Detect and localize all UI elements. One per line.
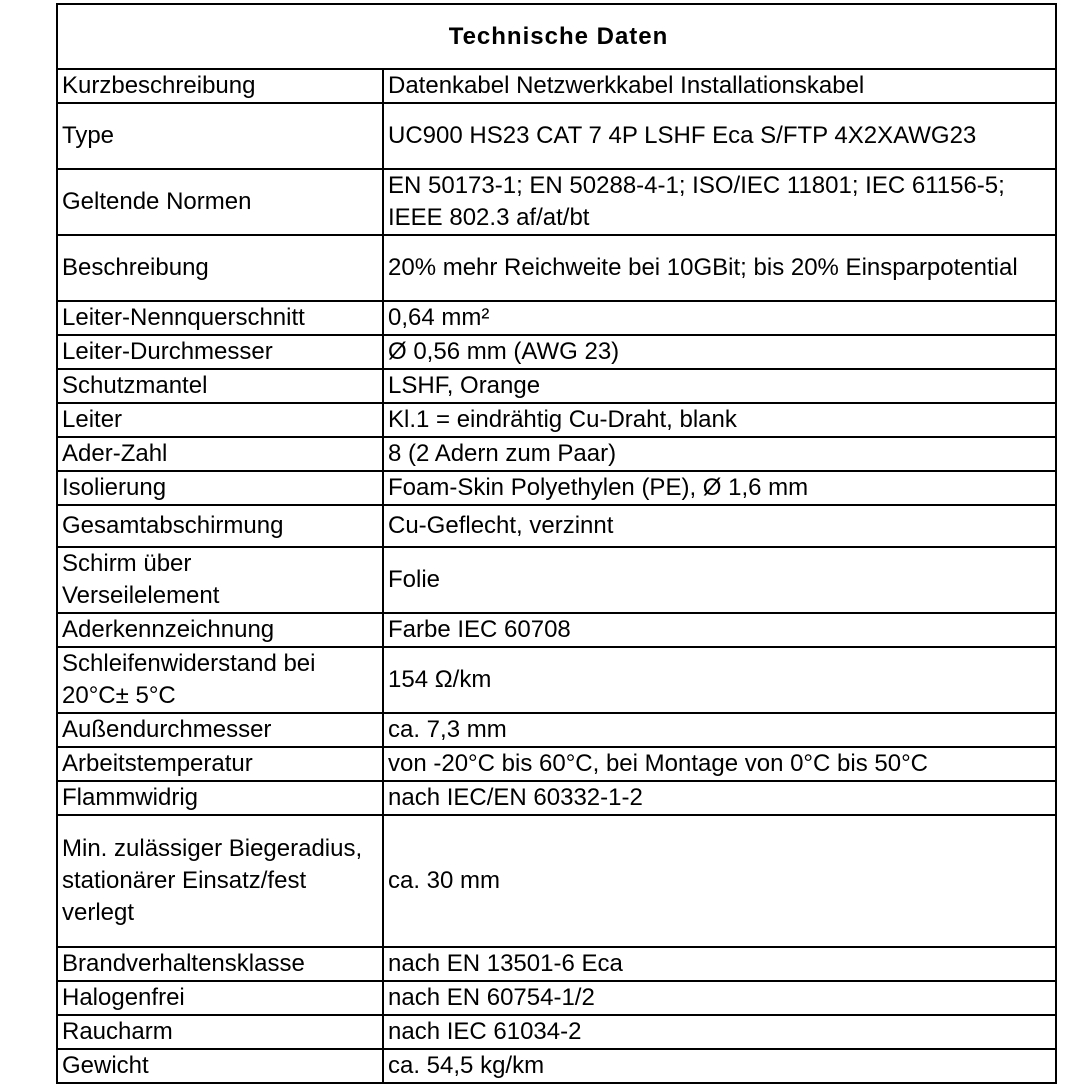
row-label: Flammwidrig xyxy=(57,781,383,815)
table-row xyxy=(57,781,1056,815)
table-row xyxy=(57,815,1056,947)
row-value: 0,64 mm² xyxy=(383,301,1056,335)
row-label: Kurzbeschreibung xyxy=(57,69,383,103)
row-label: Arbeitstemperatur xyxy=(57,747,383,781)
table-row xyxy=(57,713,1056,747)
row-label: Type xyxy=(57,103,383,169)
row-label: Min. zulässiger Biegeradius, stationärer Einsatz/fest verlegt xyxy=(57,815,383,947)
table-row xyxy=(57,169,1056,235)
row-value: nach IEC 61034-2 xyxy=(383,1015,1056,1049)
row-label: Leiter xyxy=(57,403,383,437)
row-value: Cu-Geflecht, verzinnt xyxy=(383,505,1056,547)
table-row xyxy=(57,1015,1056,1049)
row-value: von -20°C bis 60°C, bei Montage von 0°C bis 50°C xyxy=(383,747,1056,781)
row-value: LSHF, Orange xyxy=(383,369,1056,403)
row-value: Farbe IEC 60708 xyxy=(383,613,1056,647)
technical-data-sheet xyxy=(56,3,1055,1084)
row-value: Kl.1 = eindrähtig Cu-Draht, blank xyxy=(383,403,1056,437)
row-label: Isolierung xyxy=(57,471,383,505)
table-row xyxy=(57,981,1056,1015)
table-row xyxy=(57,403,1056,437)
title-row xyxy=(57,4,1056,69)
row-value: nach EN 13501-6 Eca xyxy=(383,947,1056,981)
row-value: Folie xyxy=(383,547,1056,613)
row-value: Ø 0,56 mm (AWG 23) xyxy=(383,335,1056,369)
table-row xyxy=(57,301,1056,335)
row-label: Beschreibung xyxy=(57,235,383,301)
row-value: EN 50173-1; EN 50288-4-1; ISO/IEC 11801; IEC 61156-5; IEEE 802.3 af/at/bt xyxy=(383,169,1056,235)
row-value: ca. 7,3 mm xyxy=(383,713,1056,747)
table-row xyxy=(57,335,1056,369)
row-value: Foam-Skin Polyethylen (PE), Ø 1,6 mm xyxy=(383,471,1056,505)
row-value: 20% mehr Reichweite bei 10GBit; bis 20% Einsparpotential xyxy=(383,235,1056,301)
row-value: ca. 54,5 kg/km xyxy=(383,1049,1056,1083)
table-row xyxy=(57,547,1056,613)
table-row xyxy=(57,1049,1056,1083)
row-label: Raucharm xyxy=(57,1015,383,1049)
row-value: nach EN 60754-1/2 xyxy=(383,981,1056,1015)
table-row xyxy=(57,69,1056,103)
row-label: Geltende Normen xyxy=(57,169,383,235)
row-label: Außendurchmesser xyxy=(57,713,383,747)
row-label: Halogenfrei xyxy=(57,981,383,1015)
row-label: Schleifenwiderstand bei 20°C± 5°C xyxy=(57,647,383,713)
table-row xyxy=(57,505,1056,547)
table-row xyxy=(57,235,1056,301)
row-label: Gewicht xyxy=(57,1049,383,1083)
row-label: Leiter-Nennquerschnitt xyxy=(57,301,383,335)
row-label: Leiter-Durchmesser xyxy=(57,335,383,369)
row-value: Datenkabel Netzwerkkabel Installationskabel xyxy=(383,69,1056,103)
row-label: Gesamtabschirmung xyxy=(57,505,383,547)
table-row xyxy=(57,613,1056,647)
row-label: Schirm über Verseilelement xyxy=(57,547,383,613)
row-label: Aderkennzeichnung xyxy=(57,613,383,647)
table-row xyxy=(57,437,1056,471)
row-label: Schutzmantel xyxy=(57,369,383,403)
table-row xyxy=(57,471,1056,505)
row-value: 8 (2 Adern zum Paar) xyxy=(383,437,1056,471)
row-value: UC900 HS23 CAT 7 4P LSHF Eca S/FTP 4X2XAWG23 xyxy=(383,103,1056,169)
row-value: 154 Ω/km xyxy=(383,647,1056,713)
table-row xyxy=(57,369,1056,403)
row-label: Ader-Zahl xyxy=(57,437,383,471)
table-row xyxy=(57,103,1056,169)
table-row xyxy=(57,947,1056,981)
row-value: nach IEC/EN 60332-1-2 xyxy=(383,781,1056,815)
table-row xyxy=(57,747,1056,781)
spec-table xyxy=(56,3,1057,1084)
table-title: Technische Daten xyxy=(57,4,1056,69)
row-value: ca. 30 mm xyxy=(383,815,1056,947)
row-label: Brandverhaltensklasse xyxy=(57,947,383,981)
table-row xyxy=(57,647,1056,713)
